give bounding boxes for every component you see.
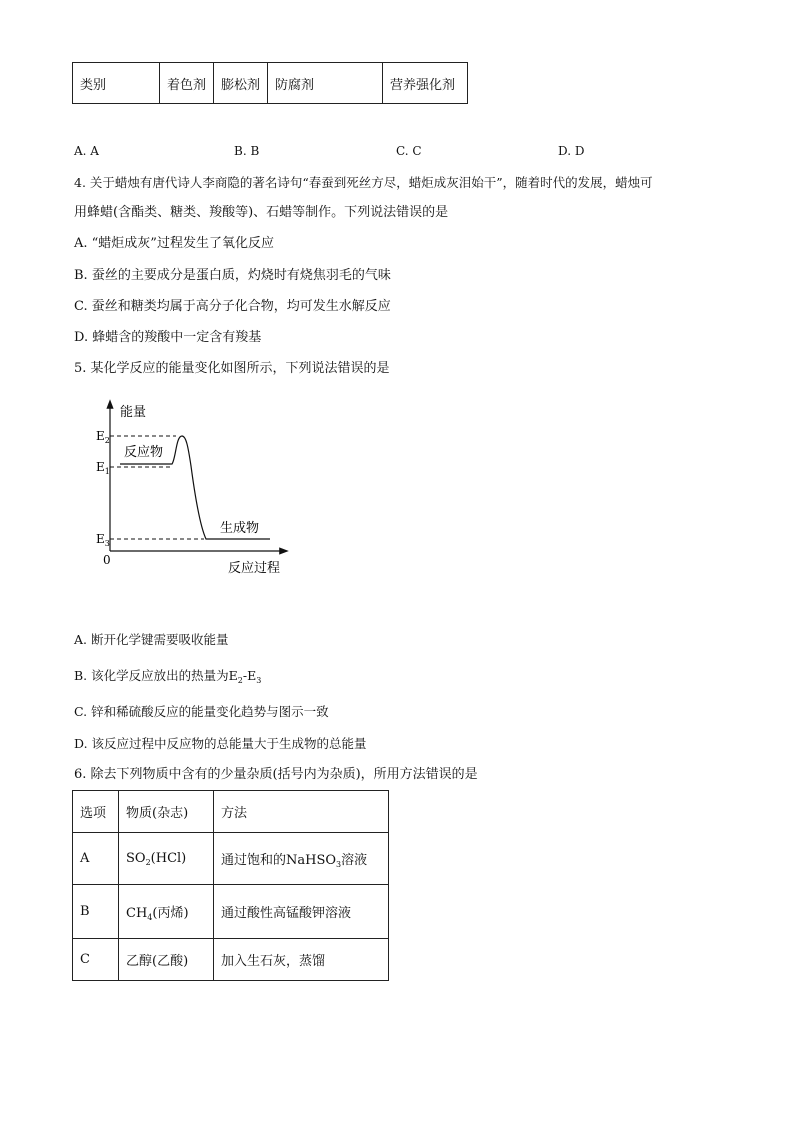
q5-option-d: D. 该反应过程中反应物的总能量大于生成物的总能量 [74,736,367,751]
substance-subscript: 4 [147,912,153,922]
table-cell: 防腐剂 [268,63,383,104]
e3-label: $E_3$ [96,532,110,548]
origin-label: 0 [103,553,111,567]
q4-option-c: C. 蚕丝和糖类均属于高分子化合物，均可发生水解反应 [74,299,391,314]
energy-diagram [88,396,308,580]
substance-cell [119,885,214,939]
option-cell: C [73,939,119,981]
e1-label: $E_1$ [96,460,110,476]
table-row [73,885,389,939]
method-cell: 通过酸性高锰酸钾溶液 [214,885,389,939]
table-row [73,939,389,981]
option-cell: A [73,833,119,885]
purification-table [72,790,389,981]
q4-option-a: A. “蜡炬成灰”过程发生了氧化反应 [74,236,274,251]
option-cell: B [73,885,119,939]
q5-option-b-e3: -E [242,668,257,683]
q4-stem-line1: 4. 关于蜡烛有唐代诗人李商隐的著名诗句“春蚕到死丝方尽，蜡炬成灰泪始干”，随着时代的发展，蜡烛可 [74,175,653,190]
q3-option-b: B. B [234,144,260,158]
additive-category-table [72,62,468,104]
header-cell: 物质(杂志) [119,791,214,833]
q4-stem-line2: 用蜂蜡(含酯类、糖类、羧酸等)、石蜡等制作。下列说法错误的是 [74,205,449,220]
table-cell: 着色剂 [160,63,214,104]
method-suffix: 溶液 [341,852,368,868]
table-row [73,833,389,885]
table-cell: 营养强化剂 [383,63,468,104]
q3-option-a: A. A [74,144,99,158]
q5-option-b [74,666,261,691]
substance-formula: CH [126,905,148,921]
substance-impurity: (HCl) [150,850,187,866]
q5-option-b-e2: E [228,668,238,683]
reactant-label: 反应物 [124,445,164,460]
q3-option-d: D. D [558,144,585,158]
q5-option-b-e2-sub: 2 [237,676,243,685]
q5-stem: 5. 某化学反应的能量变化如图所示，下列说法错误的是 [74,361,390,376]
q5-option-b-text: B. 该化学反应放出的热量为 [74,668,229,683]
table-cell: 类别 [73,63,160,104]
header-cell: 选项 [73,791,119,833]
substance-impurity: (丙烯) [152,905,189,921]
method-subscript: 3 [336,859,342,869]
substance-subscript: 2 [145,857,151,867]
header-cell: 方法 [214,791,389,833]
q6-stem: 6. 除去下列物质中含有的少量杂质(括号内为杂质)，所用方法错误的是 [74,767,478,782]
substance-cell: 乙醇(乙酸) [119,939,214,981]
table-cell: 膨松剂 [214,63,268,104]
method-cell: 加入生石灰，蒸馏 [214,939,389,981]
q4-option-b: B. 蚕丝的主要成分是蛋白质，灼烧时有烧焦羽毛的气味 [74,268,391,283]
product-label: 生成物 [220,521,260,536]
q4-option-d: D. 蜂蜡含的羧酸中一定含有羧基 [74,330,262,345]
q3-option-c: C. C [396,144,422,158]
substance-formula: SO [126,850,146,866]
e2-label: $E_2$ [96,429,110,445]
method-cell [214,833,389,885]
q5-option-c: C. 锌和稀硫酸反应的能量变化趋势与图示一致 [74,704,329,719]
method-text: 通过饱和的NaHSO [221,852,337,868]
x-axis-label: 反应过程 [228,561,281,576]
q5-option-a: A. 断开化学键需要吸收能量 [74,632,229,647]
substance-cell [119,833,214,885]
q5-option-b-e3-sub: 3 [256,676,262,685]
y-axis-label: 能量 [120,405,147,420]
